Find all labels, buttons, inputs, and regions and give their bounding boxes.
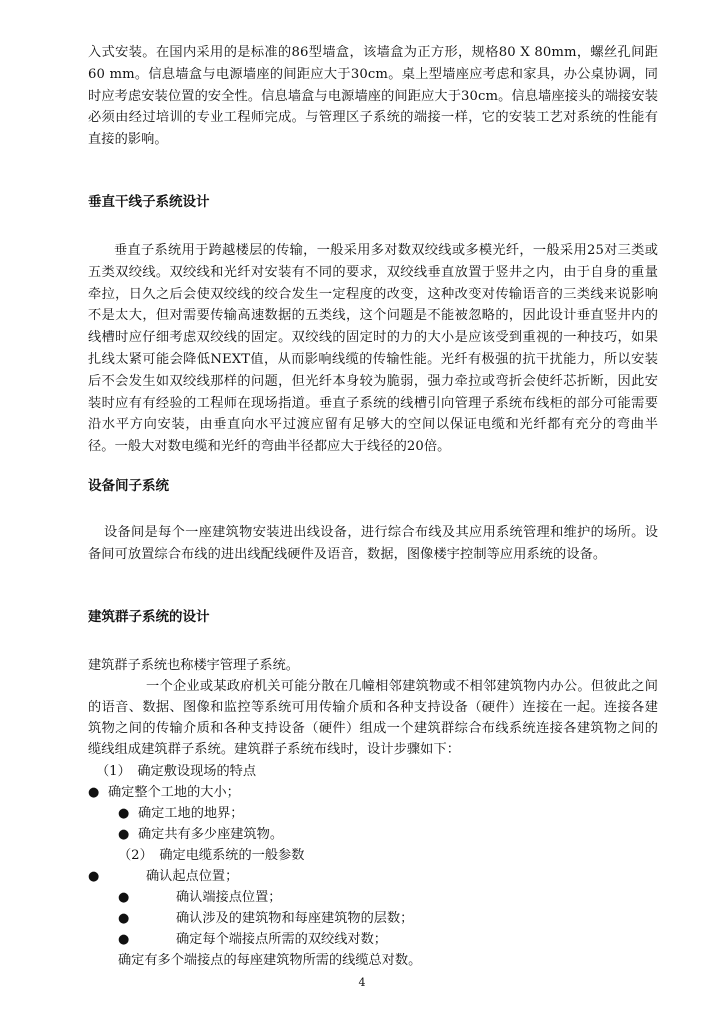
equipment-room-paragraph: 设备间是每个一座建筑物安装进出线设备，进行综合布线及其应用系统管理和维护的场所。设备间可放置综合布线的进出线配线硬件及语音，数据，图像楼宇控制等应用系统的设备。 (88, 525, 658, 562)
page-number: 4 (358, 976, 366, 989)
list-item: 确认端接点位置； (176, 890, 282, 905)
bullet-icon: ● (88, 869, 100, 884)
bullet-icon: ● (118, 806, 130, 821)
step-2-title: （2） 确定电缆系统的一般参数 (118, 848, 305, 863)
list-item: 确定整个工地的大小； (108, 785, 240, 800)
heading-vertical-subsystem: 垂直干线子系统设计 (88, 194, 210, 210)
campus-intro-line: 建筑群子系统也称楼宇管理子系统。 (88, 658, 299, 673)
bullet-icon: ● (118, 890, 130, 905)
bullet-icon: ● (118, 932, 130, 947)
list-item: 确认涉及的建筑物和每座建筑物的层数； (176, 911, 414, 926)
list-item: 确定共有多少座建筑物。 (138, 827, 284, 842)
bullet-icon: ● (118, 911, 130, 926)
last-line: 确定有多个端接点的每座建筑物所需的线缆总对数。 (118, 953, 422, 968)
list-item: 确认起点位置； (146, 869, 239, 884)
list-item: 确定工地的地界； (138, 806, 244, 821)
bullet-icon: ● (88, 785, 100, 800)
campus-paragraph: 一个企业或某政府机关可能分散在几幢相邻建筑物或不相邻建筑物内办公。但彼此之间的语音、数据、图像和监控等系统可用传输介质和各种支持设备（硬件）连接在一起。连接各建筑物之间的传输介质和各种支持设备（硬件）组成一个建筑群综合布线系统连接各建筑物之间的缆线组成建筑群子系统。建筑群子系统布线时，设计步骤如下： (88, 679, 658, 757)
heading-campus-subsystem: 建筑群子系统的设计 (88, 609, 210, 625)
list-item: 确定每个端接点所需的双绞线对数； (176, 932, 387, 947)
step-1-title: （1） 确定敷设现场的特点 (96, 764, 257, 779)
vertical-subsystem-paragraph: 垂直子系统用于跨越楼层的传输，一般采用多对数双绞线或多模光纤，一般采用25对三类或五类双绞线。双绞线和光纤对安装有不同的要求，双绞线垂直放置于竖井之内，由于自身的重量牵拉，日久之后会使双绞线的绞合发生一定程度的改变，这种改变对传输语音的三类线来说影响不是太大，但对需要传输高速数据的五类线，这个问题是不能被忽略的，因此设计垂直竖井内的线槽时应仔细考虑双绞线的固定。双绞线的固定时的力的大小是应该受到重视的一种技巧，如果扎线太紧可能会降低NEXT值，从而影响线缆的传输性能。光纤有极强的抗干扰能力，所以安装后不会发生如双绞线那样的问题，但光纤本身较为脆弱，强力牵拉或弯折会使纤芯折断，因此安装时应有有经验的工程师在现场指道。垂直子系统的线槽引向管理子系统布线柜的部分可能需要沿水平方向安装，由垂直向水平过渡应留有足够大的空间以保证电缆和光纤都有充分的弯曲半径。一般大对数电缆和光纤的弯曲半径都应大于线径的20倍。 (88, 243, 658, 455)
bullet-icon: ● (118, 827, 130, 842)
intro-paragraph: 入式安装。在国内采用的是标准的86型墙盒，该墙盒为正方形，规格80 X 80mm，螺丝孔间距60 mm。信息墙盒与电源墙座的间距应大于30cm。桌上型墙座应考虑和家具，办公桌协调，同时应考虑安装位置的安全性。信息墙盒与电源墙座的间距应大于30cm。信息墙座接头的端接安装必须由经过培训的专业工程师完成。与管理区子系统的端接一样，它的安装工艺对系统的性能有直接的影响。 (88, 45, 658, 148)
heading-equipment-room: 设备间子系统 (88, 478, 169, 494)
